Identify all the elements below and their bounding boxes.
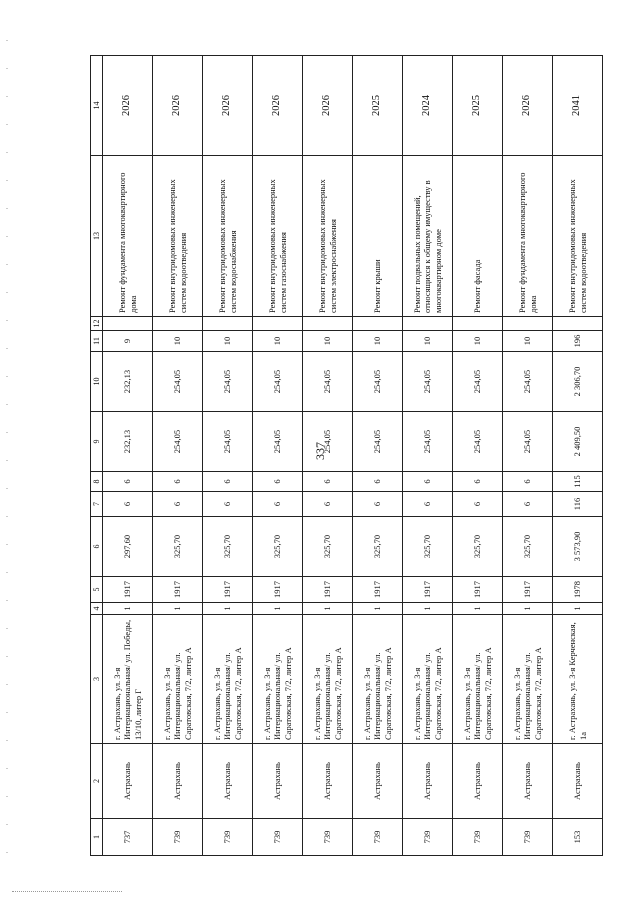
table-cell-c9: 254,05 [253, 412, 303, 472]
table-cell-c13: Ремонт фасада [453, 156, 503, 317]
table-cell-c12 [353, 317, 403, 331]
table-cell-c14: 2026 [203, 56, 253, 156]
table-cell-c3: г. Астрахань, ул. 3-я Интернациональная/ ул. Саратовская, 7/2, литер А [253, 615, 303, 744]
table-cell-c12 [303, 317, 353, 331]
table-cell-c3: г. Астрахань, ул. 3-я Интернациональная/ ул. Саратовская, 7/2, литер А [403, 615, 453, 744]
table-cell-c1: 739 [303, 819, 353, 856]
table-cell-c6: 325,70 [153, 517, 203, 577]
table-cell-c9: 232,13 [103, 412, 153, 472]
table-cell-c10: 254,05 [153, 352, 203, 412]
column-number-header: 5 [91, 577, 103, 603]
table-cell-c1: 737 [103, 819, 153, 856]
column-number-header: 13 [91, 156, 103, 317]
table-cell-c9: 254,05 [403, 412, 453, 472]
table-cell-c4: 1 [453, 603, 503, 615]
table-cell-c7: 6 [153, 492, 203, 517]
table-cell-c3: г. Астрахань, ул. 3-я Керченская, 1а [553, 615, 603, 744]
table-cell-c11: 10 [403, 331, 453, 352]
table-cell-c4: 1 [253, 603, 303, 615]
table-cell-c6: 325,70 [353, 517, 403, 577]
table-row [103, 56, 153, 856]
table-cell-c10: 254,05 [203, 352, 253, 412]
table-cell-c4: 1 [503, 603, 553, 615]
table-cell-c14: 2026 [253, 56, 303, 156]
table-cell-c7: 6 [203, 492, 253, 517]
table-cell-c6: 325,70 [203, 517, 253, 577]
table-cell-c6: 325,70 [403, 517, 453, 577]
table-cell-c3: г. Астрахань, ул. 3-я Интернациональная/ ул. Саратовская, 7/2, литер А [453, 615, 503, 744]
table-cell-c6: 325,70 [503, 517, 553, 577]
table-row [503, 56, 553, 856]
table-row [303, 56, 353, 856]
table-cell-c8: 6 [203, 472, 253, 492]
table-cell-c13: Ремонт внутридомовых инженерных систем водоснабжения [203, 156, 253, 317]
table-cell-c4: 1 [353, 603, 403, 615]
table-cell-c13: Ремонт крыши [353, 156, 403, 317]
table-cell-c11: 10 [253, 331, 303, 352]
table-cell-c11: 196 [553, 331, 603, 352]
column-number-header: 8 [91, 472, 103, 492]
table-cell-c4: 1 [403, 603, 453, 615]
table-cell-c12 [103, 317, 153, 331]
table-cell-c5: 1917 [503, 577, 553, 603]
table-cell-c8: 6 [153, 472, 203, 492]
table-cell-c14: 2026 [503, 56, 553, 156]
table-cell-c3: г. Астрахань, ул. 3-я Интернациональная/ ул. Саратовская, 7/2, литер А [203, 615, 253, 744]
table-cell-c1: 739 [403, 819, 453, 856]
table-cell-c12 [403, 317, 453, 331]
table-cell-c13: Ремонт фундамента многоквартирного дома [503, 156, 553, 317]
table-row [353, 56, 403, 856]
table-cell-c11: 10 [353, 331, 403, 352]
column-number-header: 9 [91, 412, 103, 472]
table-cell-c9: 254,05 [453, 412, 503, 472]
table-cell-c12 [453, 317, 503, 331]
table-cell-c11: 10 [503, 331, 553, 352]
header-row [91, 56, 103, 856]
table-cell-c12 [253, 317, 303, 331]
table-cell-c14: 2026 [103, 56, 153, 156]
table-cell-c13: Ремонт внутридомовых инженерных систем газоснабжения [253, 156, 303, 317]
column-number-header: 6 [91, 517, 103, 577]
table-cell-c8: 6 [403, 472, 453, 492]
table-cell-c1: 739 [503, 819, 553, 856]
table-row [403, 56, 453, 856]
table-cell-c9: 254,05 [203, 412, 253, 472]
table-cell-c5: 1917 [203, 577, 253, 603]
table-cell-c9: 254,05 [503, 412, 553, 472]
table-cell-c12 [203, 317, 253, 331]
table-cell-c8: 6 [353, 472, 403, 492]
table-cell-c5: 1978 [553, 577, 603, 603]
table-cell-c3: г. Астрахань, ул. 3-я Интернациональная/ ул. Победы, 13/10, литер Г [103, 615, 153, 744]
table-cell-c3: г. Астрахань, ул. 3-я Интернациональная/ ул. Саратовская, 7/2, литер А [303, 615, 353, 744]
table-cell-c6: 325,70 [453, 517, 503, 577]
table-row [253, 56, 303, 856]
table-body [91, 56, 603, 856]
capital-repair-table [90, 55, 603, 856]
column-number-header: 14 [91, 56, 103, 156]
table-cell-c5: 1917 [453, 577, 503, 603]
table-cell-c13: Ремонт фундамента многоквартирного дома [103, 156, 153, 317]
page-number-text: 337 [313, 442, 327, 460]
table-cell-c5: 1917 [403, 577, 453, 603]
table-cell-c10: 232,13 [103, 352, 153, 412]
table-cell-c7: 116 [553, 492, 603, 517]
table-cell-c11: 10 [153, 331, 203, 352]
table-cell-c8: 6 [503, 472, 553, 492]
table-cell-c3: г. Астрахань, ул. 3-я Интернациональная/ ул. Саратовская, 7/2, литер А [153, 615, 203, 744]
table-cell-c2: Астрахань [103, 744, 153, 819]
table-cell-c13: Ремонт внутридомовых инженерных систем электроснабжения [303, 156, 353, 317]
table-cell-c8: 6 [103, 472, 153, 492]
table-row [553, 56, 603, 856]
table-cell-c8: 115 [553, 472, 603, 492]
table-cell-c7: 6 [453, 492, 503, 517]
table-cell-c10: 254,05 [453, 352, 503, 412]
table-cell-c5: 1917 [103, 577, 153, 603]
table-cell-c4: 1 [303, 603, 353, 615]
table-cell-c1: 153 [553, 819, 603, 856]
scan-edge-marks [6, 40, 8, 860]
table-cell-c8: 6 [303, 472, 353, 492]
table-cell-c8: 6 [253, 472, 303, 492]
table-cell-c6: 325,70 [253, 517, 303, 577]
table-cell-c3: г. Астрахань, ул. 3-я Интернациональная/ ул. Саратовская, 7/2, литер А [503, 615, 553, 744]
table-cell-c1: 739 [203, 819, 253, 856]
table-cell-c10: 254,05 [303, 352, 353, 412]
table-cell-c4: 1 [153, 603, 203, 615]
column-number-header: 12 [91, 317, 103, 331]
table-cell-c9: 254,05 [303, 412, 353, 472]
table-cell-c14: 2026 [153, 56, 203, 156]
table-cell-c4: 1 [203, 603, 253, 615]
column-number-header: 11 [91, 331, 103, 352]
table-cell-c10: 2 306,70 [553, 352, 603, 412]
table-cell-c11: 10 [453, 331, 503, 352]
table-cell-c7: 6 [403, 492, 453, 517]
table-cell-c2: Астрахань [203, 744, 253, 819]
table-cell-c10: 254,05 [353, 352, 403, 412]
table-cell-c3: г. Астрахань, ул. 3-я Интернациональная/ ул. Саратовская, 7/2, литер А [353, 615, 403, 744]
table-cell-c1: 739 [153, 819, 203, 856]
table-cell-c5: 1917 [153, 577, 203, 603]
table-cell-c14: 2026 [303, 56, 353, 156]
table-cell-c2: Астрахань [353, 744, 403, 819]
table-cell-c1: 739 [453, 819, 503, 856]
table-cell-c7: 6 [353, 492, 403, 517]
table-cell-c14: 2025 [353, 56, 403, 156]
table-cell-c12 [553, 317, 603, 331]
table-cell-c10: 254,05 [403, 352, 453, 412]
column-number-header: 7 [91, 492, 103, 517]
table-cell-c8: 6 [453, 472, 503, 492]
table-cell-c7: 6 [103, 492, 153, 517]
table-cell-c14: 2024 [403, 56, 453, 156]
table-cell-c12 [153, 317, 203, 331]
table-row [453, 56, 503, 856]
column-number-header: 1 [91, 819, 103, 856]
table-cell-c11: 10 [303, 331, 353, 352]
table-cell-c5: 1917 [303, 577, 353, 603]
table-cell-c6: 297,60 [103, 517, 153, 577]
table-cell-c2: Астрахань [253, 744, 303, 819]
table-cell-c2: Астрахань [303, 744, 353, 819]
table-cell-c7: 6 [503, 492, 553, 517]
column-number-header: 4 [91, 603, 103, 615]
table-cell-c7: 6 [303, 492, 353, 517]
table-cell-c4: 1 [103, 603, 153, 615]
column-number-header: 3 [91, 615, 103, 744]
table-cell-c13: Ремонт подвальных помещений, относящихся к общему имуществу в многоквартирном доме [403, 156, 453, 317]
table-cell-c14: 2041 [553, 56, 603, 156]
table-cell-c2: Астрахань [553, 744, 603, 819]
bottom-dotted-rule [12, 891, 122, 892]
table-cell-c12 [503, 317, 553, 331]
table-cell-c7: 6 [253, 492, 303, 517]
table-cell-c2: Астрахань [153, 744, 203, 819]
table-row [203, 56, 253, 856]
table-cell-c2: Астрахань [453, 744, 503, 819]
table-cell-c11: 9 [103, 331, 153, 352]
table-cell-c9: 254,05 [153, 412, 203, 472]
table-cell-c1: 739 [353, 819, 403, 856]
table-cell-c13: Ремонт внутридомовых инженерных систем водоотведения [553, 156, 603, 317]
table-cell-c10: 254,05 [503, 352, 553, 412]
table-cell-c2: Астрахань [403, 744, 453, 819]
table-cell-c2: Астрахань [503, 744, 553, 819]
column-number-header: 10 [91, 352, 103, 412]
table-cell-c9: 254,05 [353, 412, 403, 472]
table-row [153, 56, 203, 856]
table-cell-c14: 2025 [453, 56, 503, 156]
table-cell-c5: 1917 [353, 577, 403, 603]
table-cell-c6: 325,70 [303, 517, 353, 577]
column-number-header: 2 [91, 744, 103, 819]
table-cell-c9: 2 409,50 [553, 412, 603, 472]
table-cell-c5: 1917 [253, 577, 303, 603]
table-cell-c6: 3 573,90 [553, 517, 603, 577]
table-cell-c4: 1 [553, 603, 603, 615]
rotated-table-container [90, 56, 608, 856]
table-cell-c13: Ремонт внутридомовых инженерных систем водоотведения [153, 156, 203, 317]
table-cell-c11: 10 [203, 331, 253, 352]
table-cell-c1: 739 [253, 819, 303, 856]
table-cell-c10: 254,05 [253, 352, 303, 412]
